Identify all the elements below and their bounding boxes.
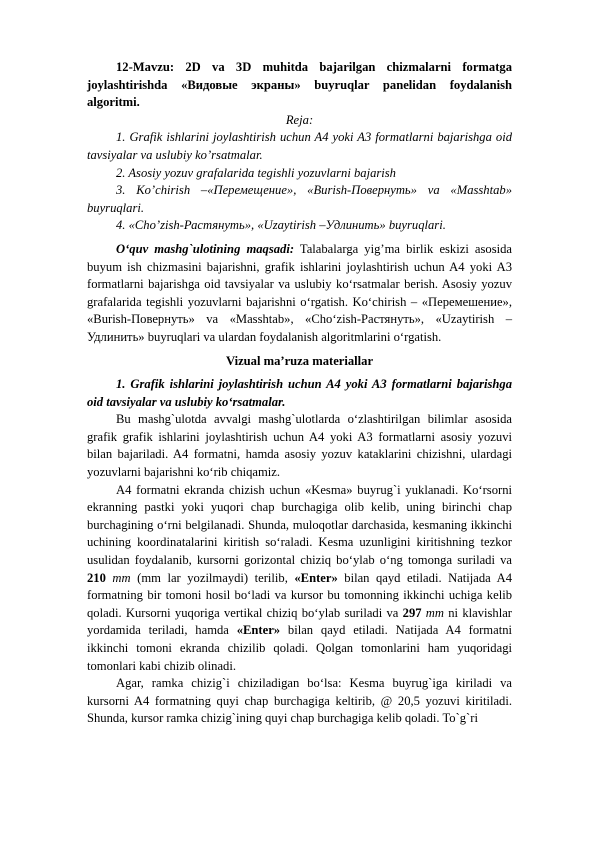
plan-item-1: 1. Grafik ishlarini joylashtirish uchun A4 yoki A3 formatlarni bajarishga oid tavsiyalar va uslubiy ko’rsatmalar.	[87, 130, 512, 162]
enter-key-2: «Enter»	[236, 623, 281, 638]
value-297: 297	[402, 605, 422, 620]
body-paragraph-2	[87, 482, 512, 676]
para2-text-1: A4 formatni ekranda chizish uchun «Kesma» buyrug`i yuklanadi. Ko‘rsorni ekranning pastki yoki yuqori chap burchagiga olib kelib, uning birinchi chap burchagining o‘rni belgilanadi. Shunda, muloqotlar darchasida, kesmaning ikkinchi uchining koordinatalarini kiritish so‘raladi. Kesma uzunligini kiritishning tezkor usulidan foydalanib, kursorni gorizontal chiziq bo‘ylab o‘ng tomonga suriladi va	[87, 482, 512, 568]
plan-item-4: 4. «Cho’zish-Растянуть», «Uzaytirish –Удлинить» buyruqlari.	[116, 218, 446, 233]
para2-text-2: (mm lar yozilmaydi) terilib,	[130, 570, 295, 585]
aim-text: Talabalarga yig’ma birlik eskizi asosida buyum ish chizmasini bajarishni, grafik ishlarini joylashtirish uchun A4 yoki A3 formatlarni bajarishga oid tavsiyalar va uslubiy ko‘rsatmalar berish. Asosiy yozuv grafalarida tegishli yozuvlarni bajarishni o‘rgatish. Ko‘chirish – «Перемешение», «Burish-Повернуть» va «Masshtab», «Cho‘zish-Растянуть», «Uzaytirish – Удлинить» buyruqlari va ulardan foydalanish algoritmlarini o‘rgatish.	[87, 241, 512, 344]
aim-label: O‘quv mashg`ulotining maqsadi:	[116, 241, 295, 256]
para2-text-4: ni klavishlar yordamida teriladi, hamda	[87, 605, 512, 638]
plan-item-2: 2. Asosiy yozuv grafalarida tegishli yozuvlarni bajarish	[116, 165, 396, 180]
section-heading: Vizual ma’ruza materiallar	[225, 353, 374, 368]
aim-paragraph	[87, 241, 512, 347]
para2-text-3: bilan qayd etiladi. Natijada A4 formatning bir tomoni hosil bo‘ladi va kursor bu tomonning ikkinchi uchiga kelib qoladi. Kursorni yuqoriga vertikal chiziq bo‘ylab suriladi va	[87, 570, 512, 620]
topic-title: 12-Mavzu: 2D va 3D muhitda bajarilgan chizmalarni formatga joylashtirishda «Видовые экраны» buyruqlar panelidan foydalanish algoritmi.	[87, 60, 512, 110]
enter-key-1: «Enter»	[294, 570, 338, 585]
plan-item-3: 3. Ko’chirish –«Перемещение», «Burish-Повернуть» va «Masshtab» buyruqlari.	[87, 183, 512, 215]
subsection-heading: 1. Grafik ishlarini joylashtirish uchun A4 yoki A3 formatlarni bajarishga oid tavsiyalar va uslubiy ko‘rsatmalar.	[87, 377, 512, 409]
plan-label: Reja:	[285, 112, 314, 127]
unit-mm-1: mm	[112, 570, 131, 585]
body-paragraph-3: Agar, ramka chizig`i chiziladigan bo‘lsa: Kesma buyrug`iga kiriladi va kursorni A4 formatning quyi chap burchagiga keltirib, @ 20,5 yozuvi kiritiladi. Shunda, kursor ramka chizig`ining quyi chap burchagiga kelib qoladi. To`g`ri	[87, 676, 512, 726]
para2-text-5: bilan qayd etiladi. Natijada A4 formatni ikkinchi tomoni ekranda chizilib qoladi. Qolgan tomonlarini ham yuqoridagi tomonlari kabi chizib olinadi.	[87, 623, 512, 673]
body-paragraph-1: Bu mashg`ulotda avvalgi mashg`ulotlarda o‘zlashtirilgan bilimlar asosida grafik grafik ishlarini joylashtirish uchun A4 yoki A3 formatlarni asosiy yozuvi bilan bajariladi. A4 formatni, hamda asosiy yozuv kataklarini chizishni, ulardagi yozuvlarni bajarishni ko‘rib chiqamiz.	[87, 412, 512, 480]
unit-mm-2: mm	[425, 605, 444, 620]
value-210: 210	[87, 570, 106, 585]
